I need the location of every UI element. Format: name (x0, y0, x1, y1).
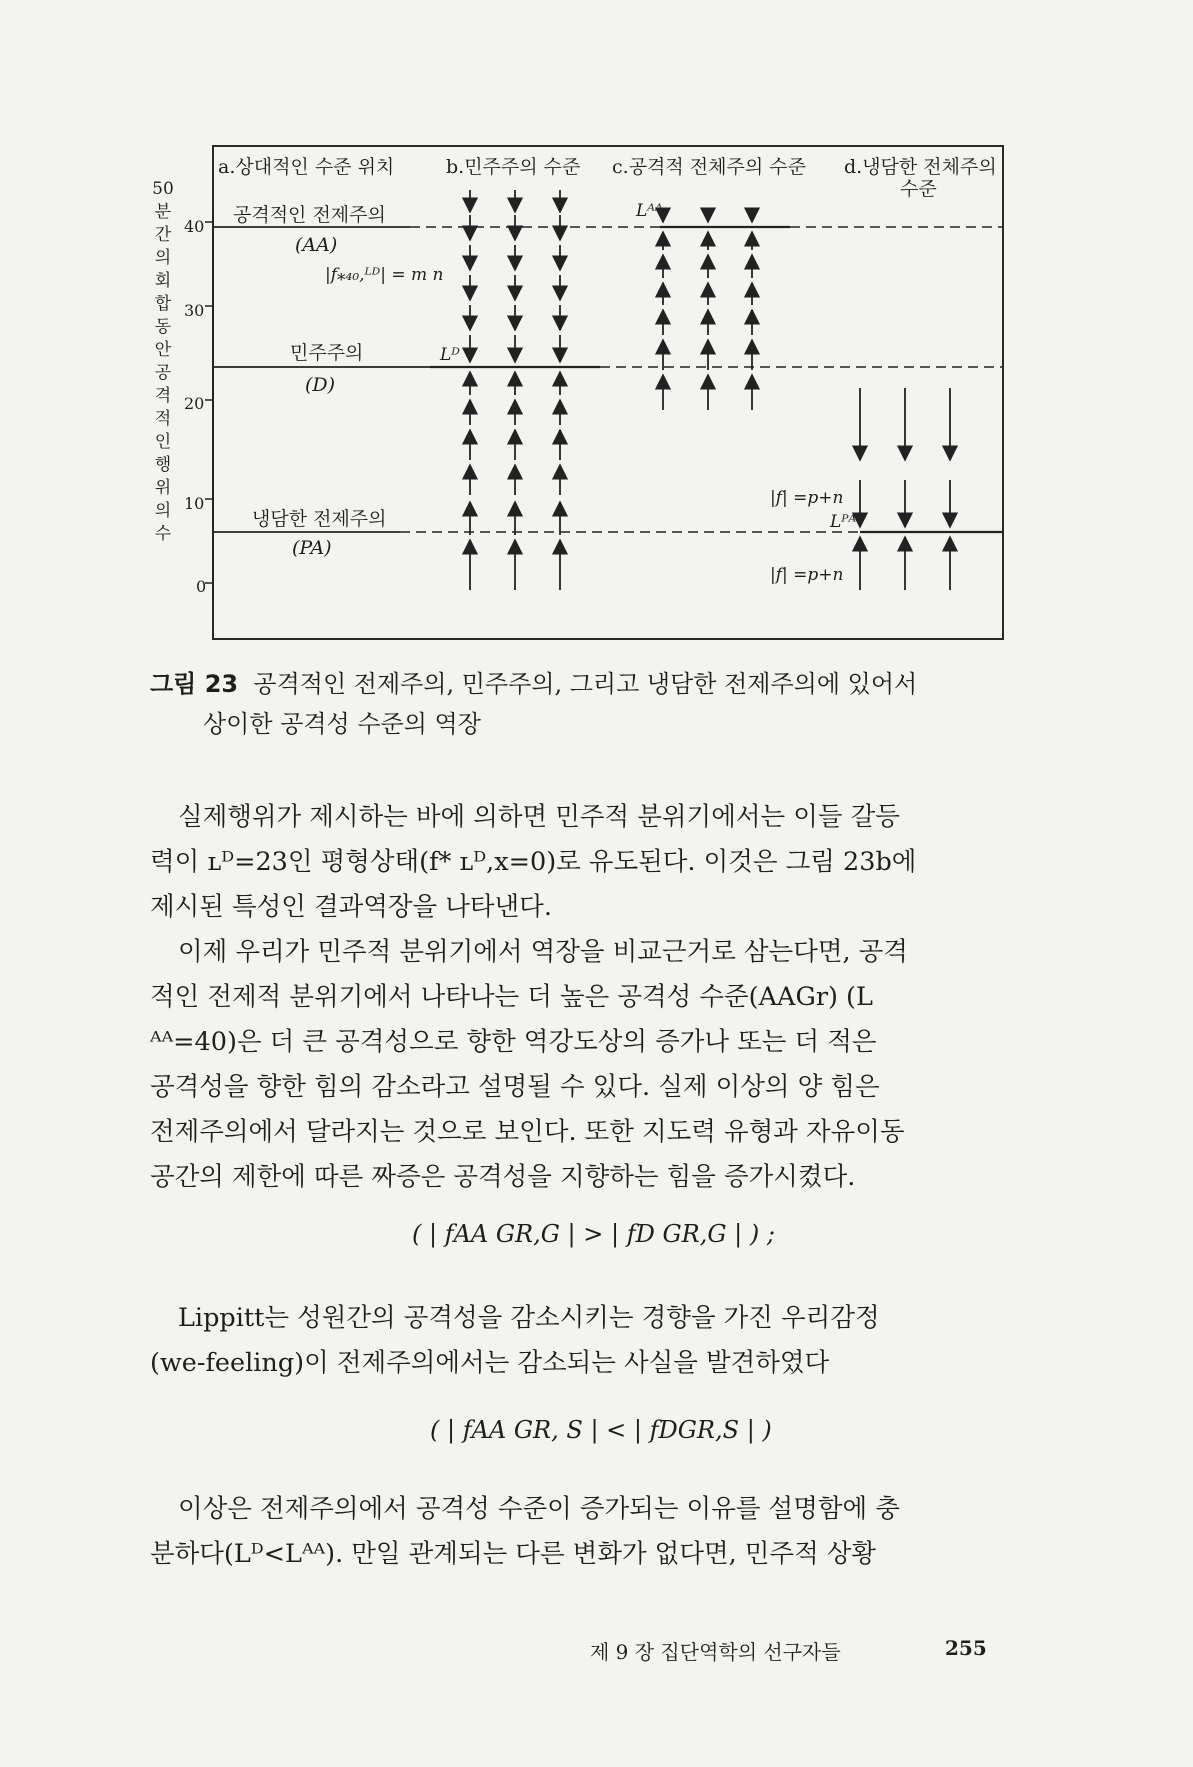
para4-line2: 분하다(Lᴰ<Lᴬᴬ). 만일 관계되는 다른 변화가 없다면, 민주적 상황 (150, 1539, 877, 1569)
para2-line3: ᴬᴬ=40)은 더 큰 공격성으로 향한 역강도상의 증가나 또는 더 적은 (150, 1027, 877, 1057)
page-number: 255 (945, 1636, 987, 1660)
column-header-b: b.민주주의 수준 (446, 156, 581, 178)
y-tick-0: 0 (196, 577, 207, 596)
running-footer-chapter: 제 9 장 집단역학의 선구자들 (590, 1640, 841, 1664)
para2-line6: 공간의 제한에 따른 짜증은 공격성을 지향하는 힘을 증가시켰다. (150, 1162, 856, 1192)
column-header-c: c.공격적 전체주의 수준 (612, 156, 806, 178)
level-pa-abbr: (PA) (292, 537, 332, 559)
para2-line5: 전제주의에서 달라지는 것으로 보인다. 또한 지도력 유형과 자유이동 (150, 1117, 905, 1147)
pa-lower-force: |f| =p+n (770, 565, 844, 585)
y-tick-30: 30 (184, 301, 205, 320)
column-header-a: a.상대적인 수준 위치 (218, 156, 395, 178)
para3-line1: Lippitt는 성원간의 공격성을 감소시키는 경향을 가진 우리감정 (178, 1303, 880, 1333)
force-formula-annotation: |f⁎₄₀,ᴸᴰ| = m n (325, 265, 444, 285)
para2-line4: 공격성을 향한 힘의 감소라고 설명될 수 있다. 실제 이상의 양 힘은 (150, 1072, 880, 1102)
force-field-diagram (0, 0, 1193, 700)
level-pa-marker: Lᴾᴬ (830, 512, 857, 532)
level-pa-name: 냉담한 전제주의 (252, 508, 387, 530)
para1-line1: 실제행위가 제시하는 바에 의하면 민주적 분위기에서는 이들 갈등 (178, 802, 900, 832)
level-d-marker: Lᴰ (440, 345, 460, 365)
level-d-abbr: (D) (305, 374, 336, 396)
level-aa-marker: Lᴬᴬ (636, 201, 663, 221)
y-tick-10: 10 (184, 494, 205, 513)
level-d-name: 민주주의 (290, 342, 364, 364)
level-aa-abbr: (AA) (295, 234, 338, 256)
figure-caption-label: 그림 23 (150, 670, 239, 698)
column-header-d: d.냉담한 전체주의 (844, 156, 997, 178)
formula-2: ( | fAA GR, S | < | fDGR,S | ) (430, 1416, 772, 1444)
para2-line1: 이제 우리가 민주적 분위기에서 역장을 비교근거로 삼는다면, 공격 (178, 937, 908, 967)
pa-upper-force: |f| =p+n (770, 488, 844, 508)
para3-line2: (we-feeling)이 전제주의에서는 감소되는 사실을 발견하였다 (150, 1348, 830, 1378)
formula-1: ( | fAA GR,G | > | fD GR,G | ) ; (412, 1220, 775, 1248)
column-header-d-line2: 수준 (900, 178, 937, 200)
y-tick-20: 20 (184, 394, 205, 413)
figure-caption-text1: 공격적인 전제주의, 민주주의, 그리고 냉담한 전제주의에 있어서 (253, 670, 918, 698)
force-arrows (470, 190, 950, 590)
figure-caption-line1 (150, 664, 917, 699)
level-aa-name: 공격적인 전제주의 (233, 204, 386, 226)
y-axis-label: 50분간의회합동안공격적인행위의수 (152, 179, 174, 544)
y-tick-40: 40 (184, 217, 205, 236)
para1-line3: 제시된 특성인 결과역장을 나타낸다. (150, 892, 552, 922)
para4-line1: 이상은 전제주의에서 공격성 수준이 증가되는 이유를 설명함에 충 (178, 1494, 900, 1524)
figure-caption-line2: 상이한 공격성 수준의 역장 (203, 710, 481, 738)
para1-line2: 력이 ʟᴰ=23인 평형상태(f* ʟᴰ,x=0)로 유도된다. 이것은 그림 23b에 (150, 847, 917, 877)
para2-line2: 적인 전제적 분위기에서 나타나는 더 높은 공격성 수준(AAGr) (L (150, 982, 873, 1012)
